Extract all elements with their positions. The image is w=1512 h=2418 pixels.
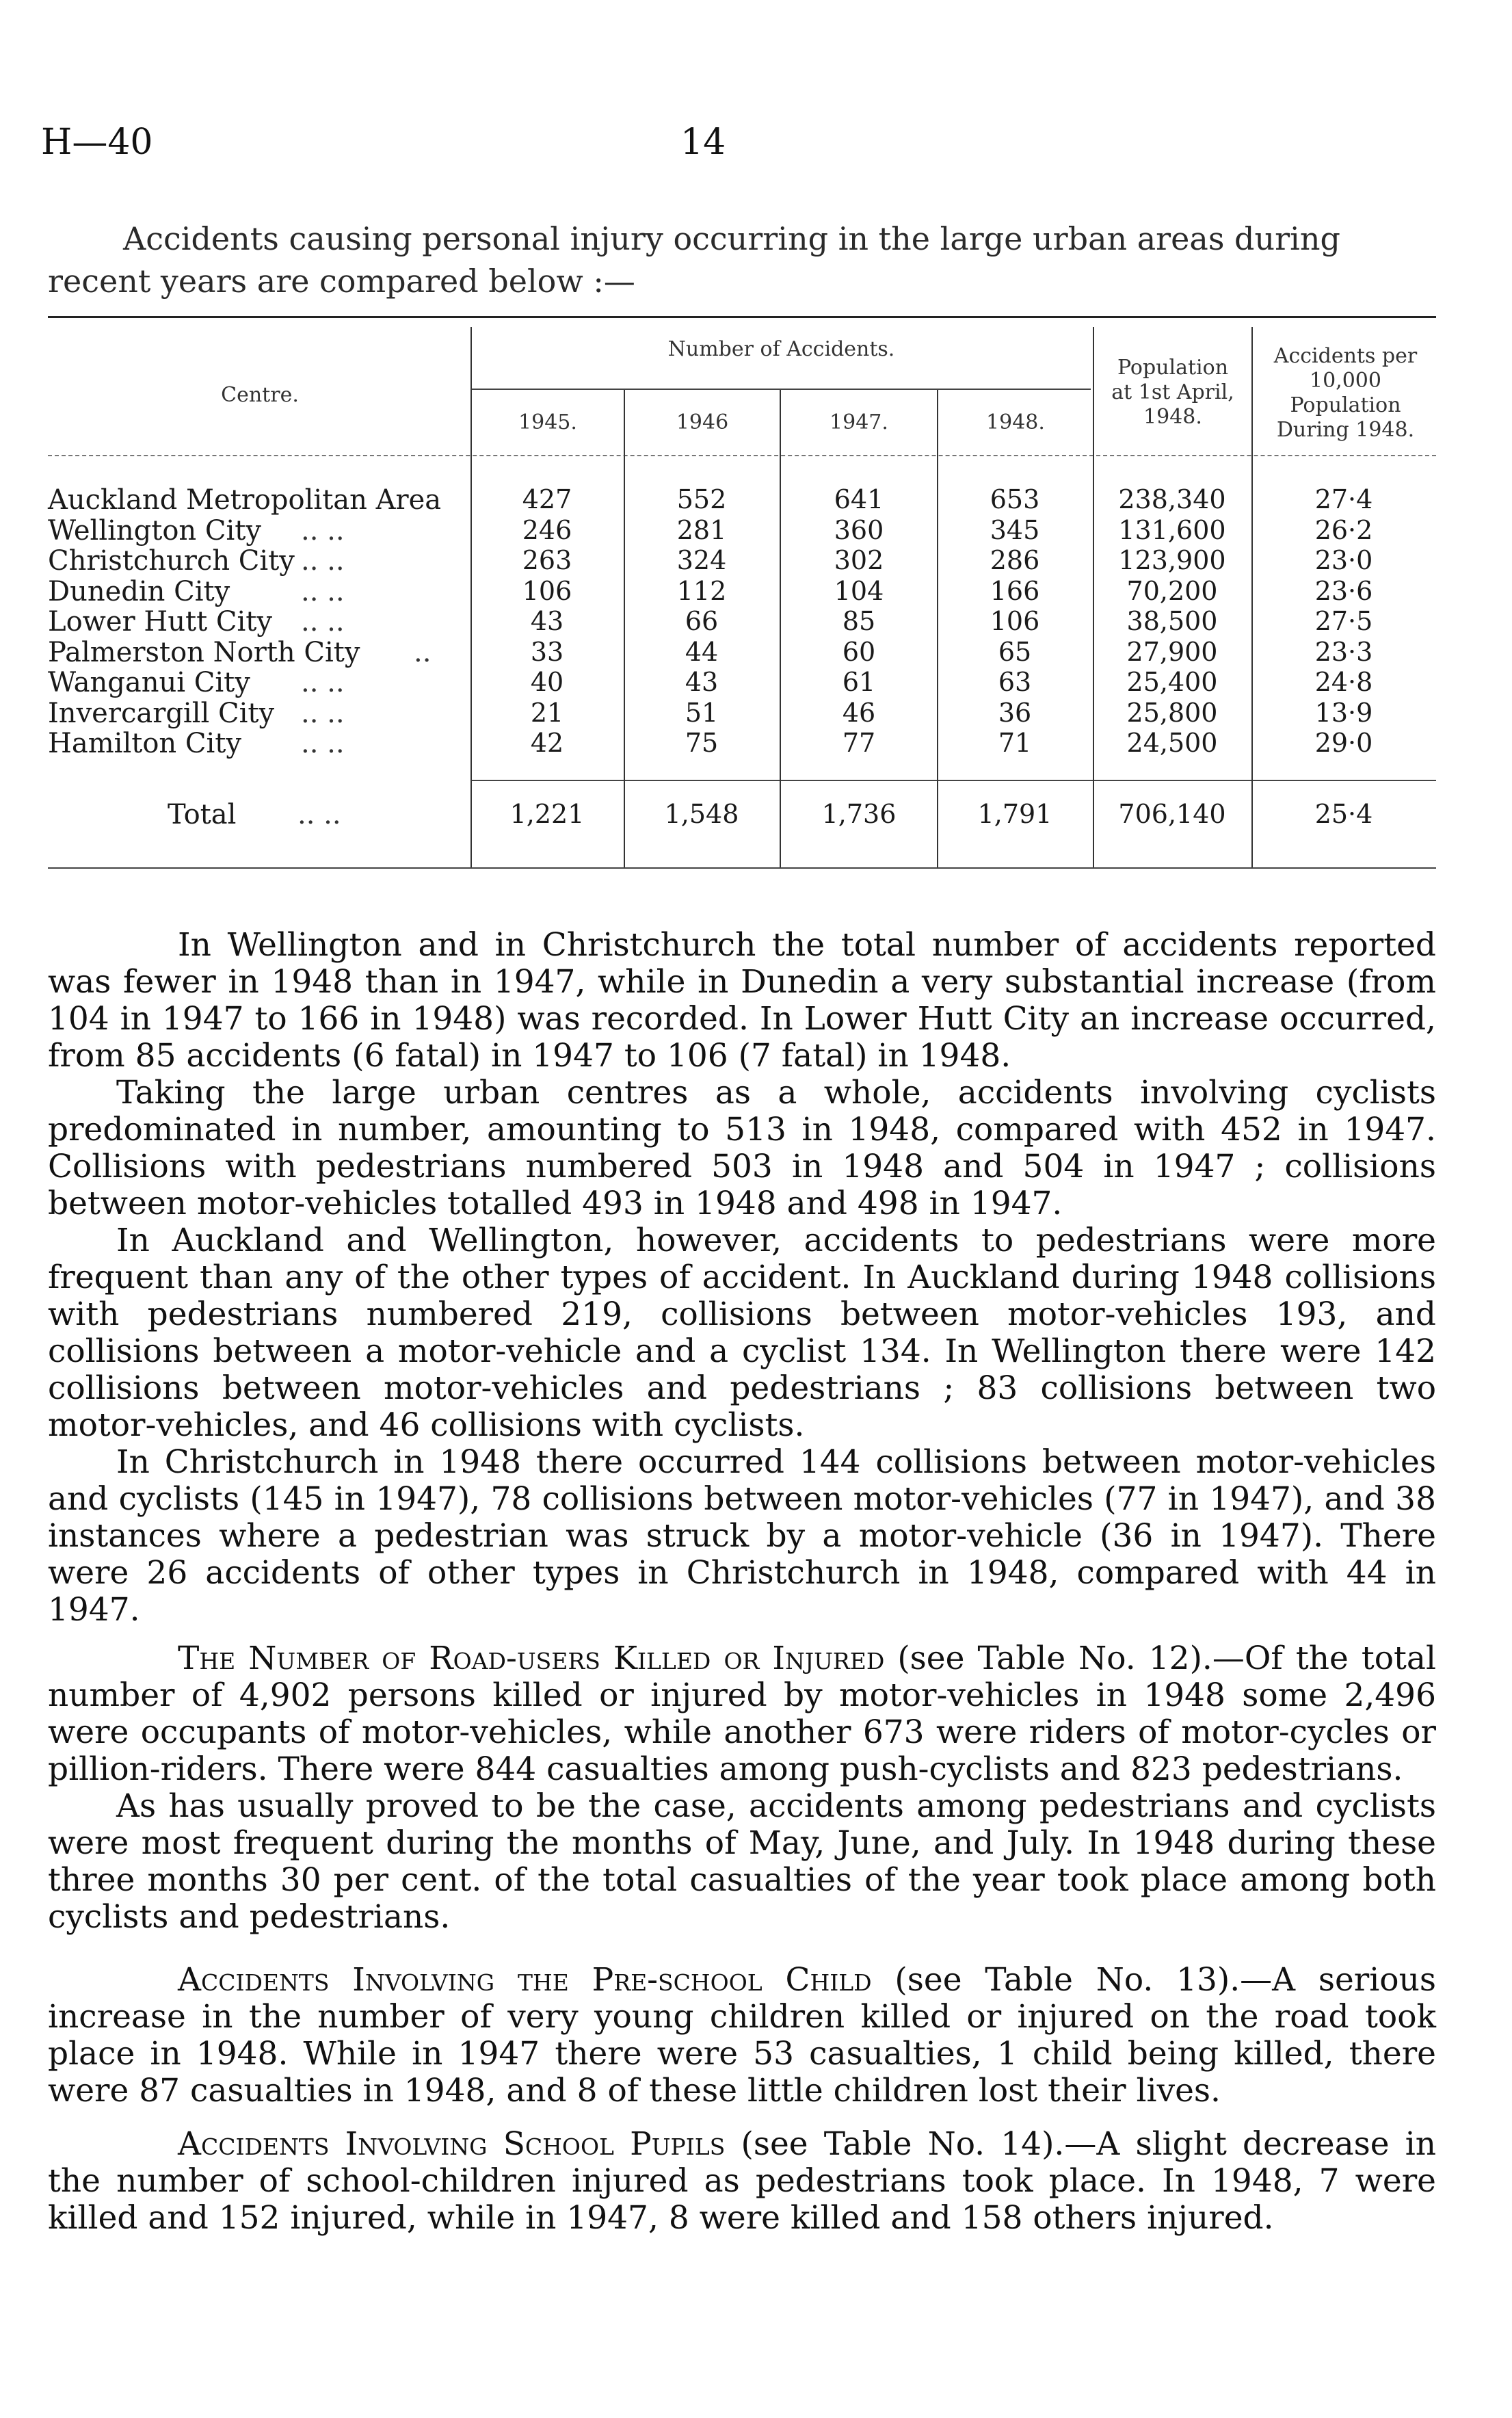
cell-y1948: 345 [990,514,1040,545]
cell-population: 123,900 [1118,545,1226,575]
cell-y1945: 427 [522,484,572,514]
cell-y1948: 36 [998,697,1032,728]
cell-y1945: 106 [522,575,572,606]
centre-name: Palmerston North City [48,636,360,668]
header-1948: 1948. [986,410,1045,434]
section-text: (see Table No. 13).—A serious increase in the number of very young children killed or injured on the road took place in 1948. While in 1947 there were 53 casualties, 1 child being killed, there were 87 casualties in 1948, and 8 of these little children lost their lives. [48,1961,1436,2110]
total-cell-y1948: 1,791 [977,799,1052,829]
cell-y1947: 104 [834,575,884,606]
centre-name: Hamilton City [48,728,241,759]
cell-y1946: 112 [676,575,727,606]
cell-y1946: 66 [685,606,719,636]
leader-dots: .. .. [297,799,341,830]
section-paragraph [48,1962,1436,2110]
cell-population: 70,200 [1126,575,1218,606]
leader-dots: .. .. [301,575,345,607]
section-heading: Accidents Involving the Pre-school Child [178,1961,872,1999]
section-paragraph [48,1640,1436,1788]
section-heading: The Number of Road-users Killed or Injured [178,1640,885,1677]
cell-rate: 29·0 [1314,728,1373,758]
cell-y1946: 44 [685,636,719,667]
table-bottom-rule [48,867,1436,869]
cell-population: 24,500 [1126,728,1218,758]
centre-name: Christchurch City [48,545,295,577]
cell-y1947: 60 [842,636,876,667]
cell-y1945: 33 [530,636,564,667]
cell-y1946: 43 [685,667,719,697]
cell-y1948: 65 [998,636,1032,667]
cell-rate: 23·3 [1314,636,1373,667]
cell-y1947: 641 [834,484,884,514]
section-text: (see Table No. 12).—Of the total number of 4,902 persons killed or injured by motor-vehicles in 1948 some 2,496 were occupants of motor-vehicles, while another 673 were riders of motor-cycles or pillion-riders. There were 844 casualties among push-cyclists and 823 pedestrians. [48,1640,1436,1788]
cell-y1948: 653 [990,484,1040,514]
cell-y1946: 281 [676,514,727,545]
cell-population: 27,900 [1126,636,1218,667]
cell-population: 38,500 [1126,606,1218,636]
cell-y1948: 71 [998,728,1032,758]
cell-rate: 27·5 [1314,606,1373,636]
page-number: 14 [680,122,726,163]
leader-dots: .. .. [301,606,345,638]
cell-y1947: 360 [834,514,884,545]
cell-rate: 26·2 [1314,514,1373,545]
cell-y1947: 77 [842,728,876,758]
cell-y1945: 40 [530,667,564,697]
centre-name: Auckland Metropolitan Area [48,484,442,516]
cell-rate: 24·8 [1314,667,1373,697]
total-cell-rate: 25·4 [1314,799,1373,829]
cell-y1947: 85 [842,606,876,636]
col-divider [1093,327,1094,867]
header-1947: 1947. [830,410,888,434]
cell-population: 25,400 [1126,667,1218,697]
cell-rate: 13·9 [1314,697,1373,728]
paragraph: In Christchurch in 1948 there occurred 144 collisions between motor-vehicles and cyclists (145 in 1947), 78 collisions between motor-vehicles (77 in 1947), and 38 instances where a pedestrian was struck by a motor-vehicle (36 in 1947). There were 26 accidents of other types in Christchurch in 1948, compared with 44 in 1947. [48,1443,1436,1629]
cell-y1945: 43 [530,606,564,636]
cell-y1947: 302 [834,545,884,575]
section-text: (see Table No. 14).—A slight decrease in the number of school-children injured as pedestrians took place. In 1948, 7 were killed and 152 injured, while in 1947, 8 were killed and 158 others injured. [48,2125,1436,2237]
header-1946: 1946 [676,410,729,434]
cell-y1947: 46 [842,697,876,728]
cell-y1945: 42 [530,728,564,758]
header-centre: Centre. [221,383,299,407]
section-road-users [48,1640,1436,1936]
centre-name: Wellington City [48,514,261,547]
centre-name: Wanganui City [48,667,250,698]
total-cell-population: 706,140 [1118,799,1226,829]
cell-y1946: 75 [685,728,719,758]
cell-rate: 23·0 [1314,545,1373,575]
leader-dots: .. .. [301,514,345,547]
total-cell-y1946: 1,548 [664,799,739,829]
paragraph: As has usually proved to be the case, accidents among pedestrians and cyclists were most frequent during the months of May, June, and July. In 1948 during these three months 30 per cent. of the total casualties of the year took place among both cyclists and pedestrians. [48,1787,1436,1936]
total-cell-y1947: 1,736 [821,799,897,829]
paragraph: In Wellington and in Christchurch the total number of accidents reported was fewer in 1948 than in 1947, while in Dunedin a very substantial increase (from 104 in 1947 to 166 in 1948) was recorded. In Lower Hutt City an increase occurred, from 85 accidents (6 fatal) in 1947 to 106 (7 fatal) in 1948. [48,926,1436,1075]
cell-population: 238,340 [1118,484,1226,514]
centre-name: Invercargill City [48,697,275,729]
cell-y1948: 286 [990,545,1040,575]
cell-y1945: 246 [522,514,572,545]
col-divider [937,390,938,867]
section-paragraph [48,2126,1436,2237]
col-divider [1251,327,1253,867]
paragraph: Taking the large urban centres as a whole, accidents involving cyclists predominated in number, amounting to 513 in 1948, compared with 452 in 1947. Collisions with pedestrians numbered 503 in 1948 and 504 in 1947 ; collisions between motor-vehicles totalled 493 in 1948 and 498 in 1947. [48,1074,1436,1222]
intro-text: Accidents causing personal injury occurring in the large urban areas during recent years are compared below :— [48,220,1340,300]
centre-name: Lower Hutt City [48,606,272,638]
leader-dots: .. .. [301,728,345,759]
group-sub-rule [472,389,1091,390]
col-divider [470,327,472,867]
cell-rate: 23·6 [1314,575,1373,606]
section-preschool [48,1962,1436,2110]
cell-y1945: 263 [522,545,572,575]
total-label: Total [168,799,237,830]
leader-dots: .. .. [301,545,345,577]
leader-dots: .. .. [301,697,345,729]
header-1945: 1945. [518,410,577,434]
paragraph: In Auckland and Wellington, however, accidents to pedestrians were more frequent than any of the other types of accident. In Auckland during 1948 collisions with pedestrians numbered 219, collisions between motor-vehicles 193, and collisions between a motor-vehicle and a cyclist 134. In Wellington there were 142 collisions between motor-vehicles and pedestrians ; 83 collisions between two motor-vehicles, and 46 collisions with cyclists. [48,1222,1436,1444]
cell-rate: 27·4 [1314,484,1373,514]
leader-dots: .. .. [301,667,345,698]
cell-y1945: 21 [530,697,564,728]
header-bottom-rule [48,455,1436,456]
header-rate: Accidents per 10,000 Population During 1948. [1273,344,1418,442]
cell-y1948: 63 [998,667,1032,697]
cell-population: 131,600 [1118,514,1226,545]
cell-y1947: 61 [842,667,876,697]
col-divider [780,390,781,867]
cell-y1946: 552 [676,484,727,514]
table-top-rule [48,316,1436,318]
total-cell-y1945: 1,221 [509,799,585,829]
header-population: Population at 1st April, 1948. [1111,356,1234,429]
header-number-of-accidents: Number of Accidents. [667,337,895,361]
centre-name: Dunedin City [48,575,230,607]
section-heading: Accidents Involving School Pupils [178,2125,726,2163]
body-paragraphs [48,927,1436,1629]
cell-y1946: 51 [685,697,719,728]
total-top-rule [472,780,1436,781]
cell-y1946: 324 [676,545,727,575]
section-school [48,2126,1436,2237]
col-divider [624,390,625,867]
cell-y1948: 166 [990,575,1040,606]
cell-y1948: 106 [990,606,1040,636]
leader-dots: .. [414,636,432,668]
cell-population: 25,800 [1126,697,1218,728]
report-code: H—40 [41,122,153,163]
